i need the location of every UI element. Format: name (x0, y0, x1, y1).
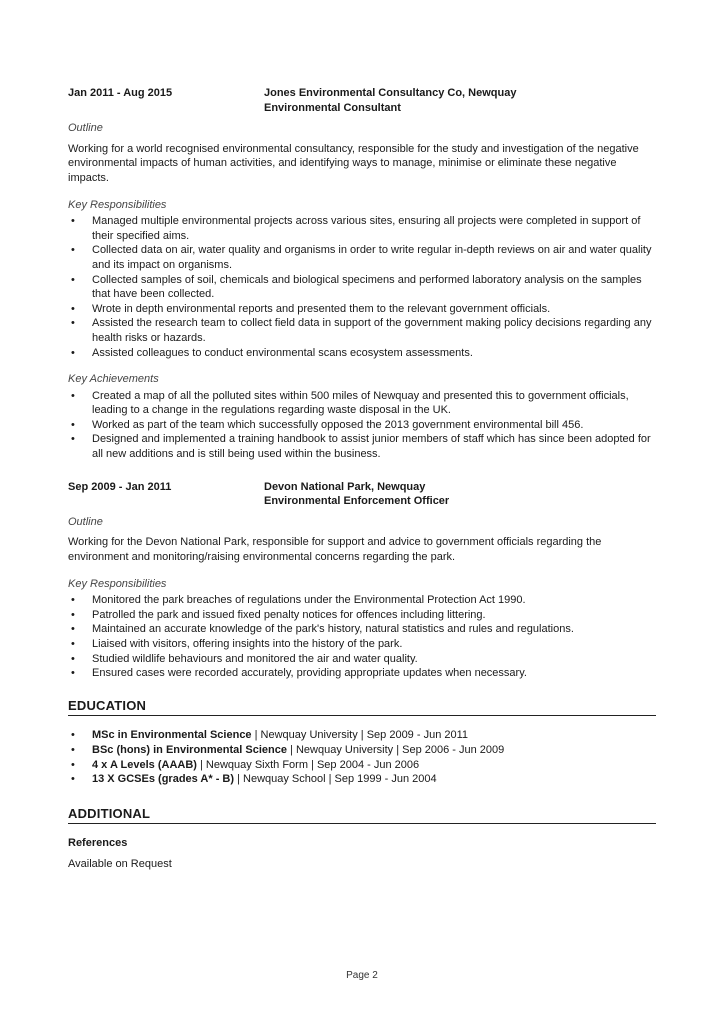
achievements-list (68, 389, 656, 462)
list-item: • Worked as part of the team which successfully opposed the 2013 government environmental bill 456. (68, 418, 656, 433)
list-item: • Patrolled the park and issued fixed penalty notices for offences including littering. (68, 608, 656, 623)
responsibilities-label: Key Responsibilities (68, 198, 167, 211)
qualification-name: 13 X GCSEs (grades A* - B) (92, 773, 235, 786)
qualification-detail: | Newquay University | Sep 2009 - Jun 2011 (251, 729, 469, 742)
list-item: • Maintained an accurate knowledge of the park's history, natural statistics and rules and regulations. (68, 622, 656, 637)
list-item: • Designed and implemented a training handbook to assist junior members of staff which has since been adopted for all new additions and is still being used within the business. (68, 432, 656, 461)
qualification-name: 4 x A Levels (AAAB) (92, 758, 197, 771)
qualification-name: BSc (hons) in Environmental Science (92, 743, 287, 756)
responsibilities-label: Key Responsibilities (68, 577, 167, 590)
resume-page (68, 86, 656, 872)
additional-heading: ADDITIONAL (68, 807, 656, 825)
qualification-detail: | Newquay School | Sep 1999 - Jun 2004 (234, 773, 437, 786)
qualification-name: MSc in Environmental Science (92, 729, 252, 742)
list-item: • Studied wildlife behaviours and monitored the air and water quality. (68, 652, 656, 667)
education-item (68, 758, 656, 773)
outline-text: Working for the Devon National Park, responsible for support and advice to government officials regarding the environment and monitoring/raising environmental concerns regarding the park. (68, 536, 602, 564)
references-text: Available on Request (68, 857, 172, 870)
job-org-block (264, 480, 449, 509)
education-item (68, 743, 656, 758)
list-item: • Assisted colleagues to conduct environmental scans ecosystem assessments. (68, 346, 656, 361)
list-item: • Collected samples of soil, chemicals and biological specimens and performed laboratory analysis on the samples that have been collected. (68, 273, 656, 302)
outline-label: Outline (68, 122, 103, 135)
list-item: • Collected data on air, water quality and organisms in order to write regular in-depth reviews on air and water quality and its impact on organisms. (68, 243, 656, 272)
list-item: • Liaised with visitors, offering insights into the history of the park. (68, 637, 656, 652)
job-header (68, 480, 656, 509)
page-number: Page 2 (346, 970, 378, 981)
job-title: Environmental Enforcement Officer (264, 495, 450, 508)
education-heading: EDUCATION (68, 699, 656, 717)
outline-text: Working for a world recognised environmental consultancy, responsible for the study and investigation of the negative environmental impacts of human activities, and identifying ways to manage, minimise or eliminate these negative impacts. (68, 142, 639, 184)
list-item: • Ensured cases were recorded accurately, providing appropriate updates when necessary. (68, 666, 656, 681)
responsibilities-list (68, 593, 656, 681)
achievements-label: Key Achievements (68, 373, 159, 386)
job-entry (68, 86, 656, 462)
list-item: • Assisted the research team to collect field data in support of the government making policy decisions regarding any health risks or hazards. (68, 316, 656, 345)
job-dates: Jan 2011 - Aug 2015 (68, 87, 173, 99)
outline-label: Outline (68, 515, 103, 528)
education-item (68, 772, 656, 787)
job-dates: Sep 2009 - Jan 2011 (68, 480, 172, 493)
responsibilities-list (68, 214, 656, 360)
education-list (68, 728, 656, 786)
education-item (68, 728, 656, 743)
job-org-block (264, 86, 516, 115)
references-label: References (68, 837, 128, 850)
job-company: Devon National Park, Newquay (264, 480, 426, 493)
qualification-detail: | Newquay Sixth Form | Sep 2004 - Jun 2006 (196, 758, 420, 771)
job-company: Jones Environmental Consultancy Co, Newquay (264, 87, 517, 99)
list-item: • Wrote in depth environmental reports and presented them to the relevant government officials. (68, 302, 656, 317)
job-header (68, 86, 656, 115)
job-title: Environmental Consultant (264, 101, 401, 114)
list-item: • Monitored the park breaches of regulations under the Environmental Protection Act 1990. (68, 593, 656, 608)
job-entry (68, 480, 656, 681)
list-item: • Created a map of all the polluted sites within 500 miles of Newquay and presented this to government officials, leading to a change in the regulations regarding waste disposal in the UK. (68, 389, 656, 418)
list-item: • Managed multiple environmental projects across various sites, ensuring all projects were completed in support of their specified aims. (68, 214, 656, 243)
qualification-detail: | Newquay University | Sep 2006 - Jun 2009 (287, 743, 505, 756)
